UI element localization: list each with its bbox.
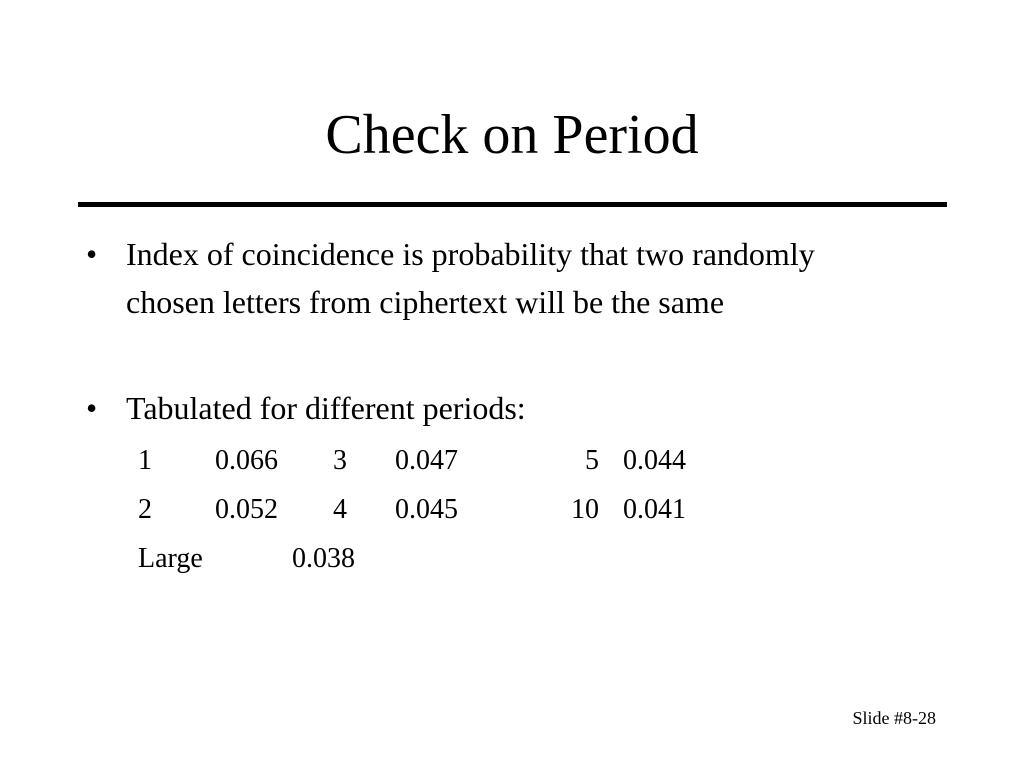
ic-value-cell: 0.047 bbox=[395, 444, 458, 476]
bullet-text: Tabulated for different periods: bbox=[126, 390, 526, 426]
ic-value-cell: 0.045 bbox=[395, 493, 458, 525]
period-cell: Large bbox=[138, 543, 203, 574]
bullet-item bbox=[86, 230, 906, 326]
ic-value-cell: 0.044 bbox=[623, 444, 686, 476]
period-cell: 10 bbox=[571, 493, 599, 525]
title-divider bbox=[78, 202, 947, 207]
slide-title: Check on Period bbox=[325, 104, 699, 166]
large-period-row bbox=[138, 534, 355, 583]
slide-number: Slide #8-28 bbox=[852, 708, 936, 728]
table-row bbox=[126, 436, 703, 485]
bullet-text: Index of coincidence is probability that two randomly chosen letters from ciphertext will be the same bbox=[126, 236, 815, 320]
period-cell: 4 bbox=[333, 493, 347, 525]
bullet-item bbox=[86, 384, 906, 432]
table-row bbox=[126, 485, 703, 534]
ic-value-cell: 0.038 bbox=[292, 543, 355, 574]
period-table bbox=[126, 436, 703, 534]
bullet-dot-icon: • bbox=[86, 390, 98, 426]
period-cell: 1 bbox=[138, 444, 152, 476]
period-cell: 2 bbox=[138, 493, 152, 525]
ic-value-cell: 0.066 bbox=[215, 444, 278, 476]
period-cell: 5 bbox=[585, 444, 599, 476]
bullet-dot-icon: • bbox=[86, 236, 98, 272]
period-cell: 3 bbox=[333, 444, 347, 476]
ic-value-cell: 0.041 bbox=[623, 493, 686, 525]
ic-value-cell: 0.052 bbox=[215, 493, 278, 525]
